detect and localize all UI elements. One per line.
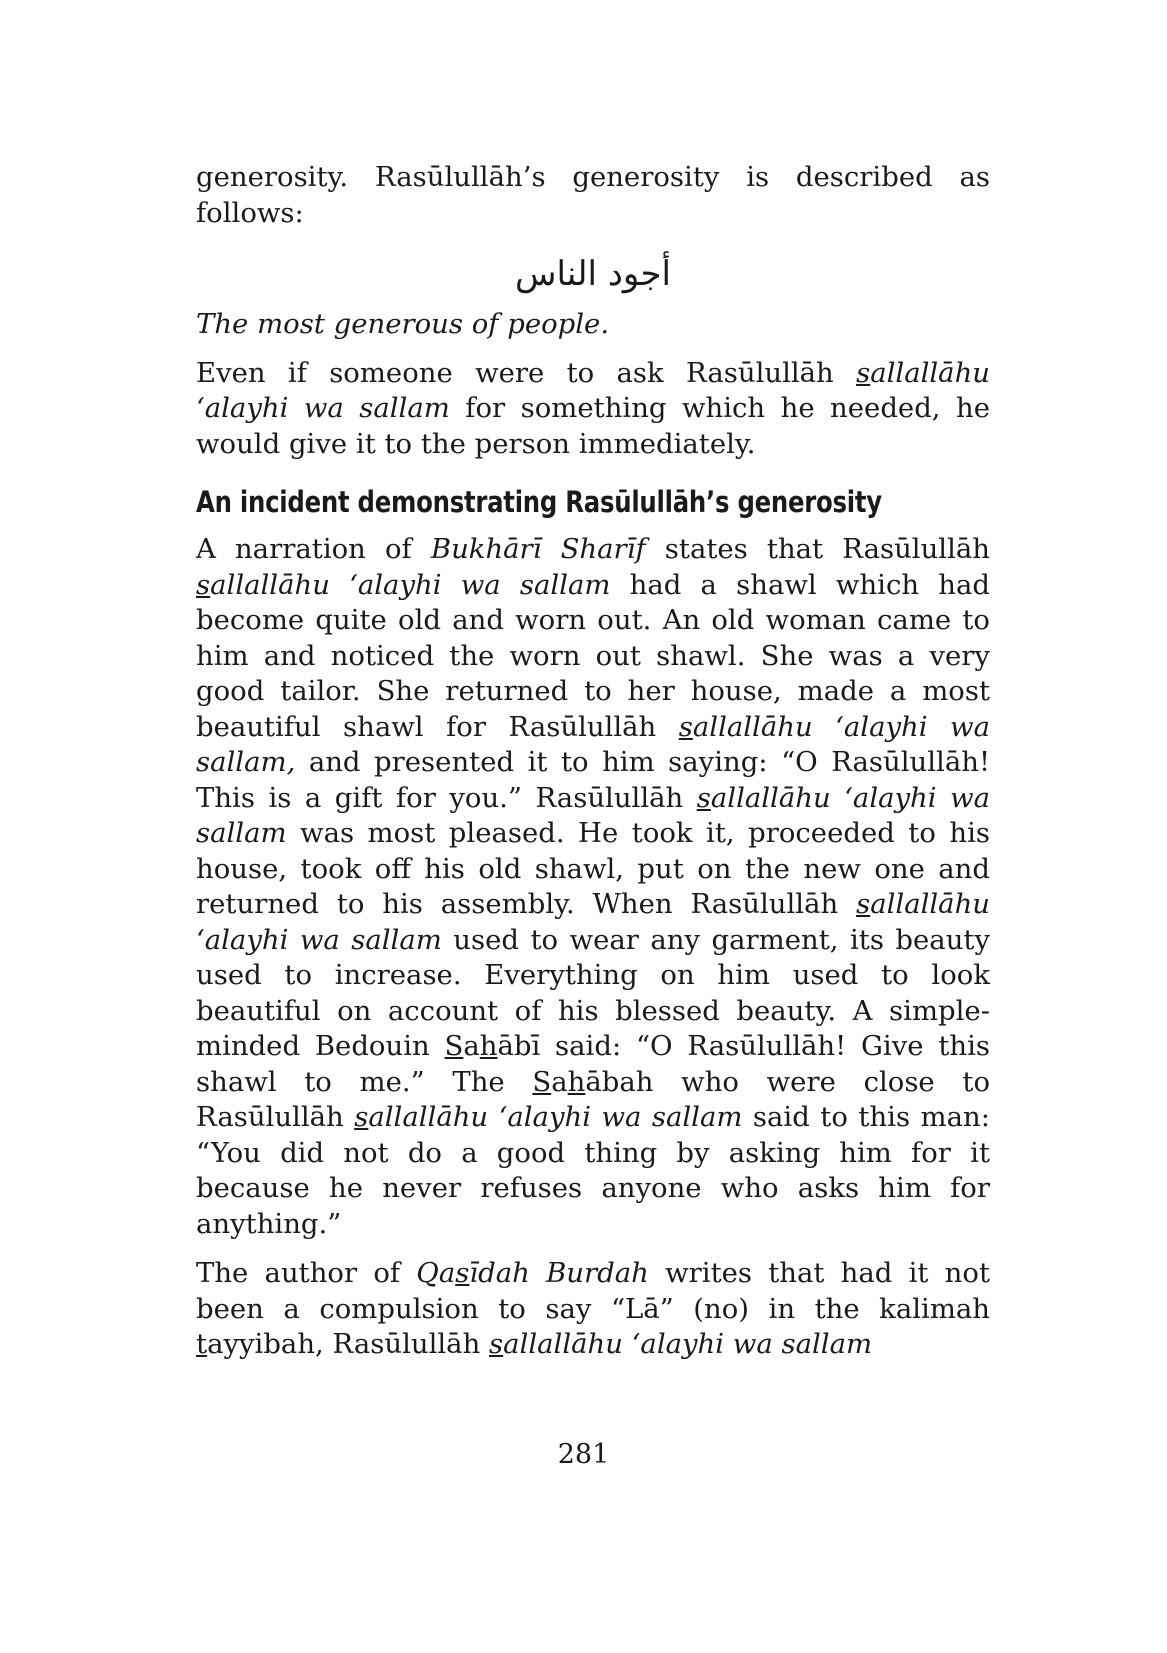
text-span: writes that had it not been a compulsion to say “Lā” (no) in the kalimah <box>196 1257 990 1325</box>
text-span: had a shawl which had become quite old and worn out. An old woman came to him and noticed the worn out shawl. She was a very good tailor. She returned to her house, made a most beautiful shawl for Rasūlullāh <box>196 568 990 743</box>
text-span: A narration of <box>196 533 431 565</box>
paragraph-intro <box>196 160 990 231</box>
underlined-letter: h <box>567 1065 586 1098</box>
paragraph-request <box>196 356 990 463</box>
text-span: a <box>463 1030 480 1062</box>
paragraph-burdah <box>196 1256 990 1363</box>
text-span: The author of <box>196 1257 417 1289</box>
text-span: was most pleased. He took it, proceeded to his house, took off his old shawl, put on the new one and returned to his assembly. When Rasūlullāh <box>196 817 990 920</box>
text-span: allallāhu ‘alayhi wa sallam <box>368 1101 743 1133</box>
text-span: ayyibah, Rasūlullāh <box>207 1328 490 1360</box>
text-span: allallāhu ‘alayhi wa sallam <box>503 1328 873 1360</box>
text-span: said to this man: “You did not do a good thing by asking him for it because he never refuses anyone who asks him for anything.” <box>196 1101 990 1240</box>
underlined-letter: S <box>532 1065 552 1098</box>
italic-span <box>196 569 610 601</box>
text-span: ābah who were close to Rasūlullāh <box>196 1065 990 1133</box>
text-span: generosity. Rasūlullāh’s generosity is described as follows: <box>196 161 990 229</box>
underlined-letter: h <box>479 1030 498 1062</box>
text-span: Even if someone were to ask Rasūlullāh <box>196 356 857 389</box>
underlined-letter: s <box>678 710 693 743</box>
arabic-quote: أجود الناس <box>515 254 671 294</box>
underlined-letter: S <box>444 1030 464 1062</box>
underlined-letter: s <box>489 1328 504 1360</box>
translation-line: The most generous of people. <box>196 308 610 340</box>
text-span: allallāhu ‘alayhi wa sallam <box>196 356 990 424</box>
underlined-letter: t <box>196 1328 208 1360</box>
paragraph-incident <box>196 532 990 1242</box>
underlined-letter: s <box>856 356 871 389</box>
text-span: Qa <box>416 1257 456 1289</box>
text-span: states that Rasūlullāh <box>645 533 990 565</box>
page-body <box>196 160 990 1460</box>
italic-span <box>354 1101 742 1133</box>
underlined-letter: s <box>856 888 871 920</box>
text-span: ābī said: “O Rasūlullāh! Give this shawl to me.” The <box>196 1030 990 1098</box>
underlined-letter: s <box>196 568 211 601</box>
page-number: 281 <box>557 1439 610 1470</box>
underlined-letter: s <box>696 781 711 814</box>
section-heading: An incident demonstrating Rasūlullāh’s generosity <box>196 485 882 519</box>
text-span: allallāhu ‘alayhi wa sallam <box>196 781 990 849</box>
text-span: allallāhu ‘alayhi wa sallam <box>196 888 990 956</box>
text-span: a <box>551 1065 568 1098</box>
text-span: allallāhu ‘alayhi wa sallam <box>210 568 611 601</box>
italic-span <box>416 1257 649 1289</box>
underlined-letter: s <box>354 1101 369 1133</box>
italic-span: Bukhārī Sharīf <box>430 533 646 565</box>
text-span: and presented it to him saying: “O Rasūlullāh! This is a gift for you.” Rasūlullāh <box>196 746 990 814</box>
text-span: allallāhu ‘alayhi wa sallam, <box>196 710 990 778</box>
underlined-letter: s <box>455 1257 470 1289</box>
text-span: used to wear any garment, its beauty used to increase. Everything on him used to look beautiful on account of his blessed beauty. A simple-minded Bedouin <box>196 923 990 1062</box>
italic-span <box>489 1328 872 1360</box>
text-span: for something which he needed, he would give it to the person immediately. <box>196 392 990 460</box>
text-span: īdah Burdah <box>469 1257 649 1289</box>
